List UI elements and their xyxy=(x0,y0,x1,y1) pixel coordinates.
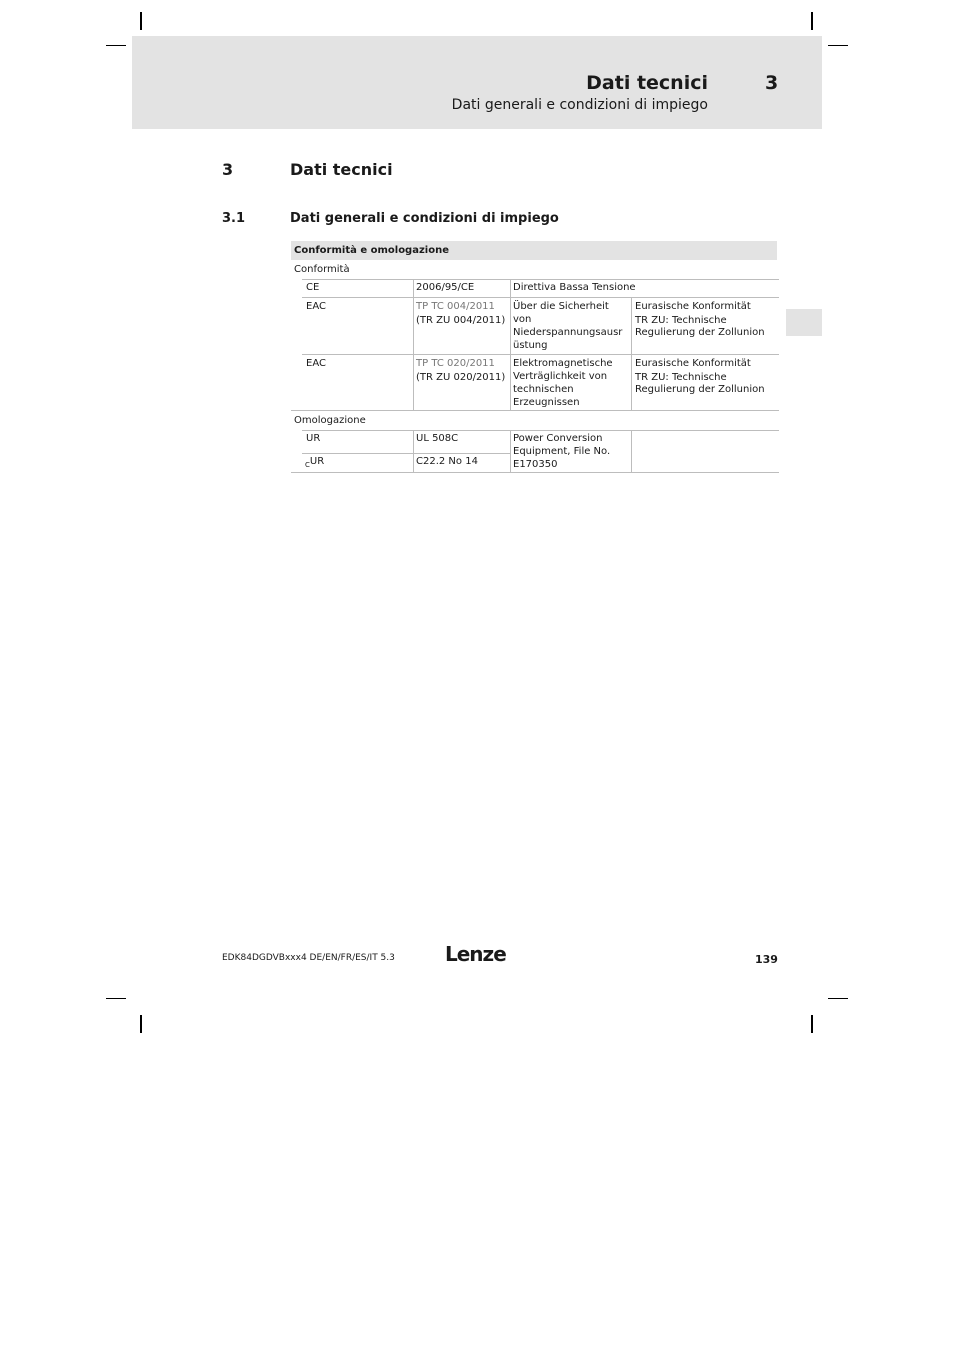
crop-mark xyxy=(811,12,813,30)
crop-mark xyxy=(828,45,848,46)
table-rule xyxy=(302,354,779,355)
cell-standard: TP TC 004/2011 xyxy=(416,301,495,312)
chapter-side-tab xyxy=(786,309,822,336)
heading1-title: Dati tecnici xyxy=(290,160,393,179)
crop-mark xyxy=(140,12,142,30)
heading2-title: Dati generali e condizioni di impiego xyxy=(290,211,559,226)
cell-description: Über die Sicherheit xyxy=(513,301,609,312)
crop-mark xyxy=(828,998,848,999)
header-subtitle: Dati generali e condizioni di impiego xyxy=(451,97,708,113)
footer-document-id: EDK84DGDVBxxx4 DE/EN/FR/ES/IT 5.3 xyxy=(222,953,395,963)
cell-description: Elektromagnetische xyxy=(513,358,613,369)
cell-description: Niederspannungsausr xyxy=(513,327,623,338)
crop-mark xyxy=(140,1015,142,1033)
cell-note: TR ZU: Technische xyxy=(635,315,727,326)
table-rule xyxy=(510,430,511,472)
header-chapter-number: 3 xyxy=(765,72,779,94)
lenze-logo: Lenze xyxy=(445,942,506,966)
page-number: 139 xyxy=(755,953,778,966)
table-rule xyxy=(631,430,632,472)
table-rule xyxy=(413,279,414,410)
table-rule xyxy=(291,472,779,473)
cell-note: Eurasische Konformität xyxy=(635,358,751,369)
cell-standard-alt: (TR ZU 004/2011) xyxy=(416,315,506,326)
header-title: Dati tecnici xyxy=(586,72,708,94)
table-rule xyxy=(631,297,632,410)
crop-mark xyxy=(106,45,126,46)
cul-text: UR xyxy=(309,456,325,467)
cell-mark: UR xyxy=(306,433,321,444)
table-rule xyxy=(302,453,510,454)
cell-note: Regulierung der Zollunion xyxy=(635,327,765,338)
section-label-conformita: Conformità xyxy=(294,264,350,275)
table-rule xyxy=(291,410,779,411)
cell-standard: UL 508C xyxy=(416,433,459,444)
cell-description: E170350 xyxy=(513,459,558,470)
cell-mark: EAC xyxy=(306,301,326,312)
crop-mark xyxy=(811,1015,813,1033)
heading1-number: 3 xyxy=(222,160,234,179)
cell-note: Regulierung der Zollunion xyxy=(635,384,765,395)
table-rule xyxy=(413,430,414,472)
table-title: Conformità e omologazione xyxy=(291,241,777,260)
crop-mark xyxy=(106,998,126,999)
cell-mark xyxy=(305,455,324,469)
cell-note: TR ZU: Technische xyxy=(635,372,727,383)
table-rule xyxy=(302,279,779,280)
section-label-omologazione: Omologazione xyxy=(294,415,366,426)
cell-description: von xyxy=(513,314,532,325)
cell-description: Verträglichkeit von xyxy=(513,371,608,382)
cell-description: technischen xyxy=(513,384,574,395)
cell-standard-alt: (TR ZU 020/2011) xyxy=(416,372,506,383)
cul-subscript: C xyxy=(305,461,310,469)
table-rule xyxy=(302,430,779,431)
cell-note: Eurasische Konformität xyxy=(635,301,751,312)
cell-description: Direttiva Bassa Tensione xyxy=(513,282,636,293)
cell-description: Equipment, File No. xyxy=(513,446,611,457)
cell-mark: CE xyxy=(306,282,320,293)
cell-mark: EAC xyxy=(306,358,326,369)
cell-standard: 2006/95/CE xyxy=(416,282,475,293)
cell-description: Erzeugnissen xyxy=(513,397,580,408)
cell-description: üstung xyxy=(513,340,548,351)
cell-standard: TP TC 020/2011 xyxy=(416,358,495,369)
table-rule xyxy=(510,279,511,410)
heading2-number: 3.1 xyxy=(222,211,246,226)
table-rule xyxy=(302,297,779,298)
header-band xyxy=(132,36,822,129)
cell-standard: C22.2 No 14 xyxy=(416,456,478,467)
cell-description: Power Conversion xyxy=(513,433,603,444)
